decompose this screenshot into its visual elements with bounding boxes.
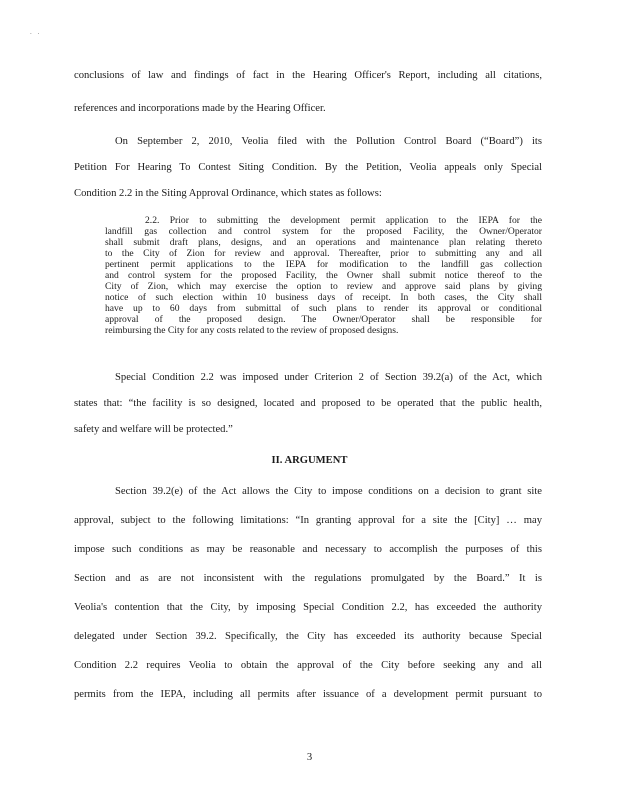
paragraph-line: permits from the IEPA, including all permits after issuance of a development permit pursuant to	[74, 689, 542, 700]
paragraph-line: Special Condition 2.2 was imposed under Criterion 2 of Section 39.2(a) of the Act, which	[115, 372, 542, 383]
paragraph-line: Section 39.2(e) of the Act allows the City to impose conditions on a decision to grant site	[115, 486, 542, 497]
quote-line: and control system for the proposed Facility, the Owner shall submit notice thereof to the	[105, 270, 542, 281]
paragraph-line: delegated under Section 39.2. Specifically, the City has exceeded its authority because Special	[74, 631, 542, 642]
paragraph-line: references and incorporations made by the Hearing Officer.	[74, 103, 326, 114]
quote-line: shall submit draft plans, designs, and an operations and maintenance plan relating thereto	[105, 237, 542, 248]
corner-mark: . .	[30, 28, 42, 36]
paragraph-line: conclusions of law and findings of fact in the Hearing Officer's Report, including all citations,	[74, 70, 542, 81]
quote-line: approval of the proposed design. The Owner/Operator shall be responsible for	[105, 314, 542, 325]
paragraph-line: safety and welfare will be protected.”	[74, 424, 233, 435]
paragraph-line: Veolia's contention that the City, by imposing Special Condition 2.2, has exceeded the authority	[74, 602, 542, 613]
paragraph-line: impose such conditions as may be reasonable and necessary to accomplish the purposes of this	[74, 544, 542, 555]
page-number: 3	[306, 752, 313, 763]
quote-line: landfill gas collection and control system for the proposed Facility, the Owner/Operator	[105, 226, 542, 237]
quote-line: City of Zion, which may exercise the option to review and approve said plans by giving	[105, 281, 542, 292]
paragraph-line: approval, subject to the following limitations: “In granting approval for a site the [City] … may	[74, 515, 542, 526]
paragraph-line: Section and as are not inconsistent with the regulations promulgated by the Board.” It is	[74, 573, 542, 584]
section-heading: II. ARGUMENT	[271, 455, 348, 466]
paragraph-line: Condition 2.2 in the Siting Approval Ordinance, which states as follows:	[74, 188, 382, 199]
quote-line: pertinent permit applications to the IEPA for modification to the landfill gas collection	[105, 259, 542, 270]
quote-line: to the City of Zion for review and approval. Thereafter, prior to submitting any and all	[105, 248, 542, 259]
quote-line: have up to 60 days from submittal of such plans to render its approval or conditional	[105, 303, 542, 314]
quote-line: 2.2. Prior to submitting the development permit application to the IEPA for the	[145, 215, 542, 226]
paragraph-line: Petition For Hearing To Contest Siting Condition. By the Petition, Veolia appeals only Special	[74, 162, 542, 173]
quote-line: notice of such election within 10 business days of receipt. In both cases, the City shall	[105, 292, 542, 303]
paragraph-line: On September 2, 2010, Veolia filed with the Pollution Control Board (“Board”) its	[115, 136, 542, 147]
quote-line: reimbursing the City for any costs related to the review of proposed designs.	[105, 325, 399, 336]
paragraph-line: states that: “the facility is so designed, located and proposed to be operated that the public health,	[74, 398, 542, 409]
paragraph-line: Condition 2.2 requires Veolia to obtain the approval of the City before seeking any and all	[74, 660, 542, 671]
